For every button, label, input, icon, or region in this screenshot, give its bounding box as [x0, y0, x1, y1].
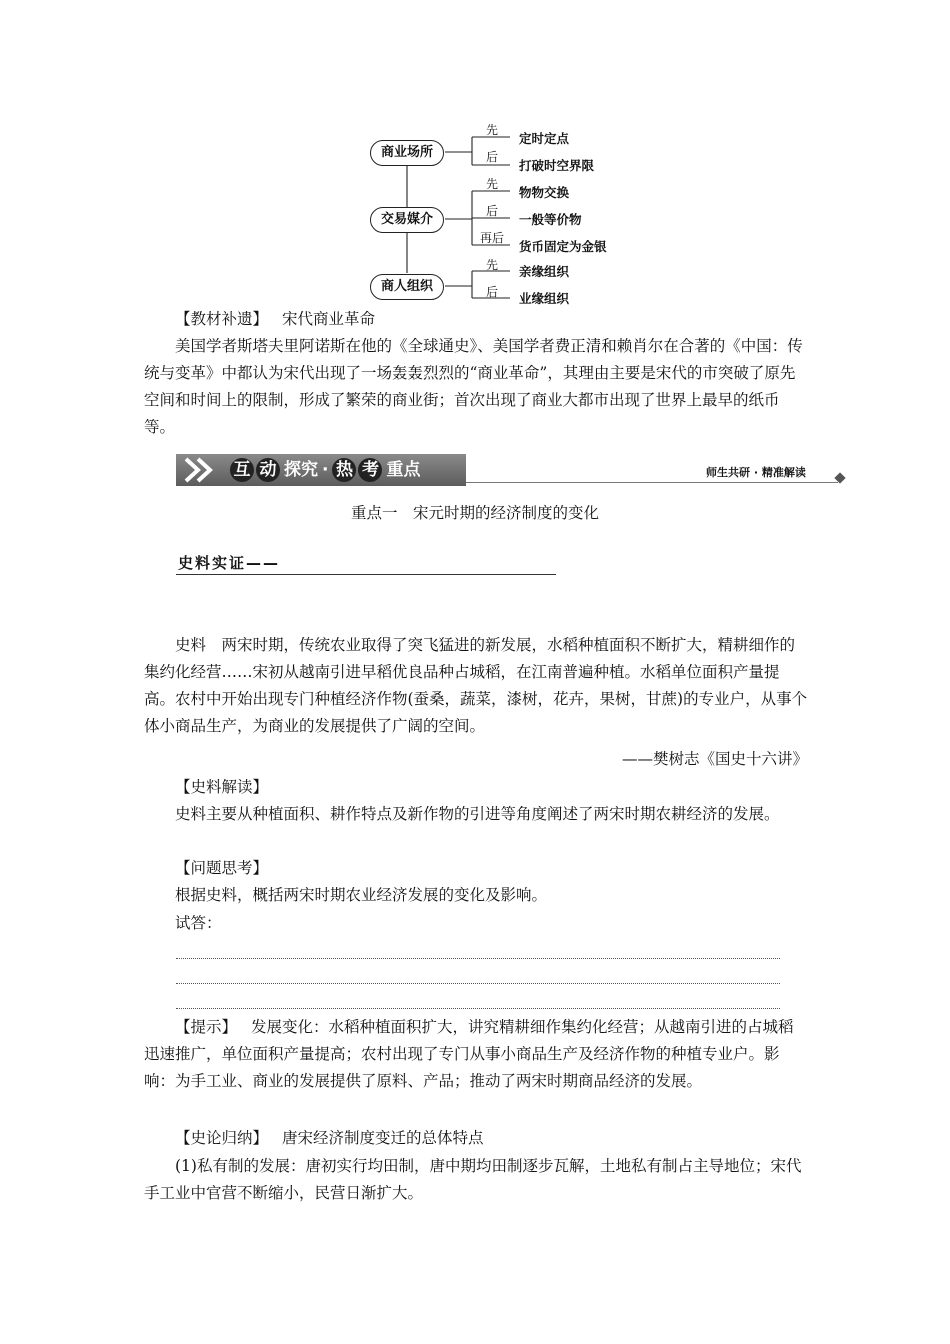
section-title: 重点一 宋元时期的经济制度的变化 — [350, 504, 599, 522]
banner-char: 互 — [230, 458, 254, 482]
heading-rule — [176, 574, 556, 575]
diagram-tag: 先 — [486, 177, 499, 191]
banner-dot: · — [322, 460, 329, 480]
answer-line[interactable] — [176, 958, 780, 959]
hint-paragraph — [144, 1014, 808, 1095]
banner-char: 热 — [332, 458, 356, 482]
banner-subtitle: 师生共研 · 精准解读 — [706, 466, 806, 479]
answer-line[interactable] — [176, 983, 780, 984]
summary-label: 【史论归纳】 — [175, 1129, 269, 1147]
banner-rule — [466, 482, 838, 483]
diagram-tag: 先 — [486, 258, 499, 272]
diagram-leaf: 物物交换 — [519, 185, 570, 200]
reading-label: 【史料解读】 — [175, 778, 269, 796]
answer-line[interactable] — [176, 1008, 780, 1009]
source-citation: ——樊树志《国史十六讲》 — [621, 750, 808, 768]
supplement-body: 美国学者斯塔夫里阿诺斯在他的《全球通史》、美国学者费正清和赖肖尔在合著的《中国：传统与变革》中都认为宋代出现了一场轰轰烈烈的“商业革命”，其理由主要是宋代的市突破了原先空间和时间上的限制，形成了繁荣的商业街；首次出现了商业大都市出现了世界上最早的纸币等。 — [144, 337, 803, 436]
diagram-tag: 后 — [486, 150, 499, 164]
source-body: 史料 两宋时期，传统农业取得了突飞猛进的新发展，水稻种植面积不断扩大，精耕细作的集约化经营……宋初从越南引进早稻优良品种占城稻，在江南普遍种植。水稻单位面积产量提高。农村中开始出现专门种植经济作物(蚕桑，蔬菜，漆树，花卉，果树，甘蔗)的专业户，从事个体小商品生产，为商业的发展提供了广阔的空间。 — [144, 636, 808, 735]
supplement-heading — [144, 306, 808, 333]
evidence-heading: 史料实证—— — [178, 554, 281, 572]
supplement-label: 【教材补遗】 — [175, 310, 269, 328]
diagram-tag: 再后 — [480, 231, 505, 245]
diagram-node-medium: 交易媒介 — [370, 207, 444, 233]
diagram-node-venue: 商业场所 — [370, 140, 444, 166]
supplement-title: 宋代商业革命 — [282, 310, 376, 328]
diagram-tag: 后 — [486, 285, 499, 299]
hint-body: 发展变化：水稻种植面积扩大，讲究精耕细作集约化经营；从越南引进的占城稻迅速推广，单位面积产量提高；农村出现了专门从事小商品生产及经济作物的种植专业户。影响：为手工业、商业的发展提供了原料、产品；推动了两宋时期商品经济的发展。 — [144, 1018, 794, 1090]
section-banner — [176, 454, 466, 486]
summary-heading — [144, 1125, 808, 1152]
question-body: 根据史料，概括两宋时期农业经济发展的变化及影响。 — [175, 886, 548, 904]
banner-text: 探究 — [284, 460, 318, 480]
diagram-leaf: 货币固定为金银 — [519, 239, 607, 254]
banner-char: 动 — [256, 458, 280, 482]
diagram-tag: 后 — [486, 204, 499, 218]
banner-char: 考 — [358, 458, 382, 482]
summary-title: 唐宋经济制度变迁的总体特点 — [282, 1129, 484, 1147]
double-chevron-icon — [182, 457, 222, 483]
reading-body: 史料主要从种植面积、耕作特点及新作物的引进等角度阐述了两宋时期农耕经济的发展。 — [175, 805, 780, 823]
question-label: 【问题思考】 — [175, 859, 269, 877]
diagram-leaf: 打破时空界限 — [519, 158, 595, 173]
banner-title — [230, 457, 420, 483]
diagram-tag: 先 — [486, 123, 499, 137]
hint-label: 【提示】 — [175, 1018, 238, 1036]
diagram-leaf: 业缘组织 — [519, 291, 570, 306]
diagram-leaf: 亲缘组织 — [519, 264, 570, 279]
answer-label: 试答： — [175, 914, 222, 932]
diagram-leaf: 一般等价物 — [519, 212, 582, 227]
diagram-leaf: 定时定点 — [519, 131, 570, 146]
banner-text: 重点 — [386, 460, 421, 480]
diagram-node-merchant-org: 商人组织 — [370, 274, 444, 300]
summary-item-1: (1)私有制的发展：唐初实行均田制，唐中期均田制逐步瓦解，土地私有制占主导地位；宋代手工业中官营不断缩小，民营日渐扩大。 — [144, 1157, 802, 1202]
